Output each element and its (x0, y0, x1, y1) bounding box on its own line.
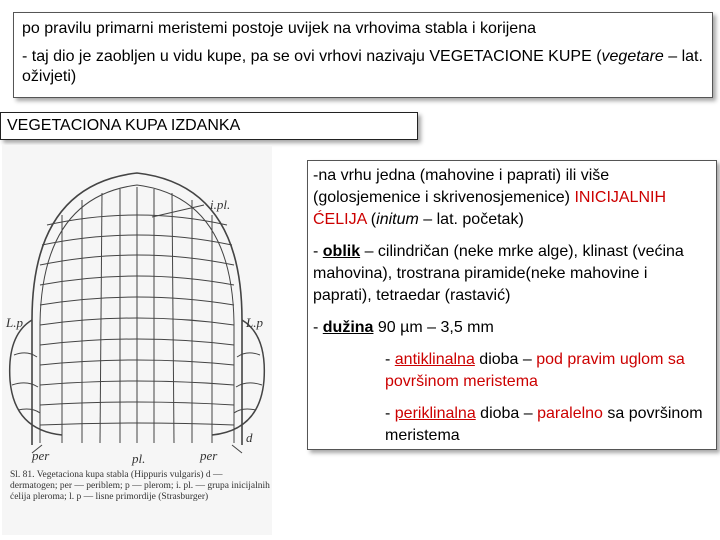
label-per-right: per (200, 448, 218, 463)
p2-term: oblik (322, 243, 361, 260)
p3-dash: - (313, 319, 323, 336)
p5-highlight: paralelno (537, 405, 603, 422)
label-ipl: i.pl. (210, 197, 231, 212)
p1-suffix: – lat. početak) (418, 211, 524, 228)
p1-prefix: -na vrhu jedna (mahovine i paprati) ili više (golosjemenice i skrivenosjemenice) (313, 167, 610, 206)
shoot-apex-figure (2, 145, 272, 535)
label-per-left: per (32, 448, 50, 463)
p2-dash: - (313, 243, 323, 260)
label-lp-right: L.p (246, 315, 263, 330)
p1-mid: ( (366, 211, 377, 228)
p3-rest: 90 µm – 3,5 mm (373, 319, 494, 336)
p5-mid: dioba – (475, 405, 538, 422)
length-paragraph (313, 317, 710, 339)
intro-line-2-prefix: - taj dio je zaobljen u vidu kupe, pa se ovi vrhovi nazivaju VEGETACIONE KUPE ( (22, 48, 602, 65)
p1-highlight: INICIJALNIH ĆELIJA (313, 189, 667, 228)
p2-rest: – cilindričan (neke mrke alge), klinast (većina mahovina), trostrana piramide(neke mahovine i paprati), tetraedar (rastavić) (313, 243, 684, 304)
p5-dash: - (385, 405, 395, 422)
initial-cells-paragraph (313, 165, 710, 231)
p3-term: dužina (322, 319, 374, 336)
intro-line-1: po pravilu primarni meristemi postoje uvijek na vrhovima stabla i korijena (22, 20, 536, 37)
description-box (307, 160, 717, 450)
p4-term: antiklinalna (394, 351, 475, 368)
intro-line-2 (22, 47, 704, 87)
intro-box (13, 12, 713, 98)
label-lp-left: L.p (6, 315, 23, 330)
section-heading-text: VEGETACIONA KUPA IZDANKA (7, 117, 241, 134)
p5-rest: sa površinom meristema (385, 405, 703, 444)
intro-latin-term: vegetare (601, 48, 664, 65)
label-pl: pl. (132, 451, 146, 466)
p4-highlight: pod pravim uglom (536, 351, 664, 368)
p4-dash: - (385, 351, 395, 368)
p5-term: periklinalna (394, 405, 476, 422)
shape-paragraph (313, 241, 710, 307)
p4-mid: dioba – (474, 351, 537, 368)
p1-latin-term: initum (376, 211, 419, 228)
intro-line-2-suffix: – lat. oživjeti) (22, 48, 703, 85)
label-d: d (246, 430, 253, 445)
section-heading (0, 112, 418, 140)
periclinal-paragraph (385, 403, 710, 447)
anticlinal-paragraph (385, 349, 710, 393)
p4-highlight-2: sa površinom meristema (385, 351, 685, 390)
figure-caption: Sl. 81. Vegetaciona kupa stabla (Hippuris vulgaris) d — dermatogen; per — periblem; p — plerom; i. pl. — grupa inicijalnih ćelija pleroma; l. p — lisne primordije (Strasburger) (10, 470, 270, 502)
